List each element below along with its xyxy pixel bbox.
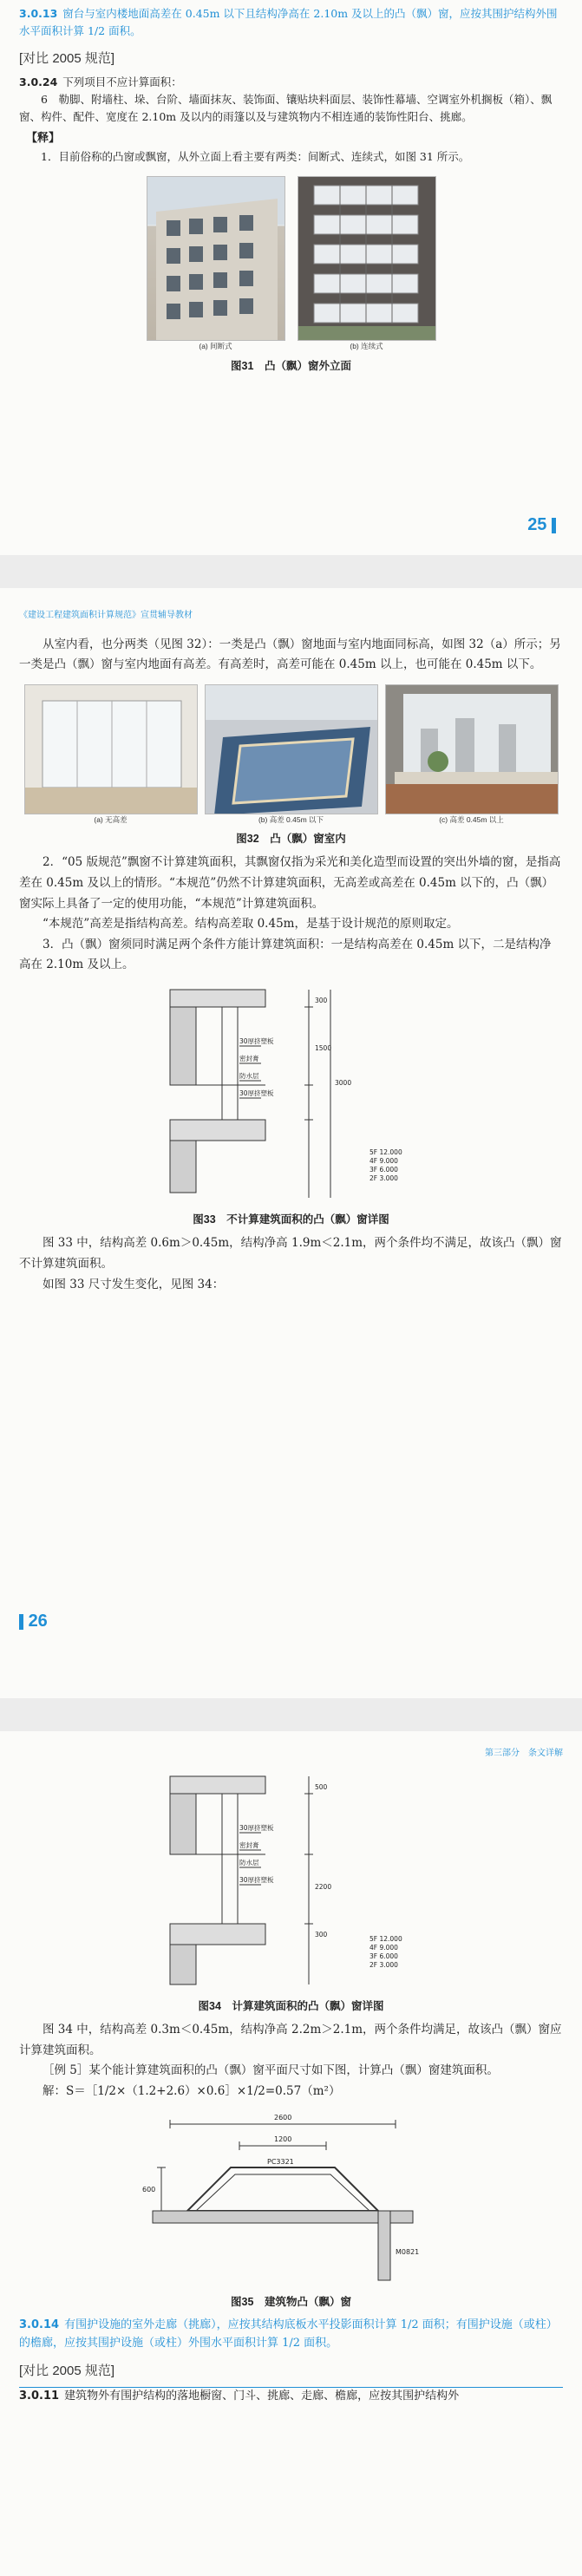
paragraph: 3．凸（飘）窗须同时满足两个条件方能计算建筑面积：一是结构高差在 0.45m 以下，二是结构净高在 2.10m 及以上。 [19, 937, 552, 972]
page-number [527, 512, 556, 539]
building-photo [147, 176, 285, 341]
clause-number: 3.0.11 [19, 2389, 60, 2403]
door-code: M0821 [395, 2248, 419, 2257]
page-number [19, 1608, 48, 1635]
clause-number: 3.0.14 [19, 2318, 60, 2331]
clause-item-6: 6 勒脚、附墙柱、垛、台阶、墙面抹灰、装饰面、镶贴块料面层、装饰性幕墙、空调室外机搁板（箱）、飘窗、构件、配件、宽度在 2.10m 及以内的雨篷以及与建筑物内不相连通的装饰性阳台、挑廊。 [19, 93, 553, 124]
clause-number: 3.0.13 [19, 7, 58, 20]
building-photo [298, 176, 436, 341]
bay-window-plan-drawing [135, 2107, 448, 2289]
label: 防水层 [239, 1858, 258, 1867]
detail-drawing-33 [19, 981, 563, 1206]
figure-caption: 图33 不计算建筑面积的凸（飘）窗详图 [193, 1213, 389, 1226]
photo-caption: (a) 间断式 [199, 342, 232, 351]
photo-row [19, 176, 563, 352]
bay-window-illustration [25, 685, 198, 814]
floor-label: 4F 9.000 [369, 1157, 398, 1166]
page-gap [0, 1698, 582, 1731]
paragraph: 2．“05 版规范”飘窗不计算建筑面积，其飘窗仅指为采光和美化造型而设置的突出外墙的窗，是指高差在 0.45m 及以上的情形。“本规范”仍然不计算建筑面积，无高差或高差在 0.45m 以下的，凸（飘）窗实际上具备了一定的使用功能，“本规范”计算建筑面积。 [19, 855, 561, 911]
label: 30厚挤塑板 [239, 1875, 274, 1884]
page-25 [0, 0, 582, 555]
figure-caption: 图32 凸（飘）窗室内 [236, 832, 346, 845]
photo-a [24, 684, 198, 826]
photo-a [147, 176, 285, 352]
floor-label: 4F 9.000 [369, 1943, 398, 1952]
paragraph: 图 33 中，结构高差 0.6m＞0.45m，结构净高 1.9m＜2.1m，两个条件均不满足，故该凸（飘）窗不计算建筑面积。 [19, 1236, 562, 1272]
photo-caption: (b) 高差 0.45m 以下 [258, 814, 324, 824]
dimension: 1500 [314, 1044, 331, 1053]
example: ［例 5］某个能计算建筑面积的凸（飘）窗平面尺寸如下图，计算凸（飘）窗建筑面积。 [43, 2063, 499, 2078]
compare-title: [对比 2005 规范] [19, 51, 115, 66]
dimension: 300 [314, 997, 327, 1005]
building-facade-illustration [147, 177, 285, 341]
label: 密封膏 [239, 1840, 258, 1849]
running-head: 第三部分 条文详解 [485, 1749, 563, 1758]
running-head: 《建设工程建筑面积计算规范》宣贯辅导教材 [19, 611, 193, 620]
clause-3-0-14 [19, 2317, 563, 2353]
paragraph: 1．目前俗称的凸窗或飘窗，从外立面上看主要有两类：间断式、连续式，如图 31 所示。 [41, 150, 470, 164]
photo-caption: (a) 无高差 [94, 814, 128, 824]
dimension: 2200 [314, 1882, 331, 1891]
dimension: 2600 [273, 2114, 291, 2122]
clause-3-0-11 [19, 2388, 563, 2406]
floor-label: 3F 6.000 [369, 1166, 398, 1174]
page-number-text: 26 [28, 1612, 48, 1631]
bay-window-detail-drawing [109, 981, 474, 1206]
page-number-text: 25 [527, 515, 547, 534]
interior-photo [385, 684, 559, 814]
interior-photo [205, 684, 378, 814]
label: 防水层 [239, 1072, 258, 1081]
clause-3-0-13 [19, 5, 563, 40]
clause-text: 下列项目不应计算面积： [62, 75, 182, 89]
page-marker-bar [552, 518, 556, 533]
floor-label: 2F 3.000 [369, 1960, 398, 1969]
bay-window-detail-drawing [109, 1768, 474, 1993]
page-gap [0, 555, 582, 588]
dimension: 500 [314, 1782, 327, 1791]
floor-label: 2F 3.000 [369, 1174, 398, 1183]
floor-label: 5F 12.000 [369, 1148, 402, 1157]
dimension: 600 [141, 2186, 155, 2194]
clause-3-0-24 [19, 74, 563, 91]
photo-row [19, 684, 563, 826]
raised-sill-illustration [386, 685, 559, 814]
floor-label: 5F 12.000 [369, 1934, 402, 1943]
explain-label: 【释】 [26, 131, 61, 145]
window-code: PC3321 [266, 2158, 294, 2167]
photo-caption: (c) 高差 0.45m 以上 [439, 814, 504, 824]
dimension: 300 [314, 1930, 327, 1939]
figure-caption: 图31 凸（飘）窗外立面 [231, 359, 351, 372]
page-marker-bar [19, 1614, 23, 1630]
clause-number: 3.0.24 [19, 75, 58, 89]
paragraph: 如图 33 尺寸发生变化，见图 34： [43, 1277, 225, 1291]
paragraph: “本规范”高差是指结构高差。结构高差取 0.45m，是基于设计规范的原则取定。 [43, 917, 459, 932]
photo-caption: (b) 连续式 [350, 342, 383, 351]
dimension: 1200 [273, 2135, 291, 2144]
paragraph: 从室内看，也分两类（见图 32）：一类是凸（飘）窗地面与室内地面同标高，如图 32（a）所示；另一类是凸（飘）窗与室内地面有高差。有高差时，高差可能在 0.45m 以上，也可能在 0.45m 以下。 [19, 637, 561, 672]
page-27 [0, 1731, 582, 2576]
building-facade-illustration [298, 177, 436, 341]
floor-label: 3F 6.000 [369, 1952, 398, 1960]
clause-text: 有围护设施的室外走廊（挑廊），应按其结构底板水平投影面积计算 1/2 面积；有围护设施（或柱）的檐廊，应按其围护设施（或柱）外围水平面积计算 1/2 面积。 [19, 2318, 558, 2350]
plan-drawing-35 [19, 2107, 563, 2289]
clause-text: 建筑物外有围护结构的落地橱窗、门斗、挑廊、走廊、檐廊，应按其围护结构外 [64, 2389, 460, 2403]
photo-c [385, 684, 559, 826]
photo-b [298, 176, 436, 352]
clause-text: 窗台与室内楼地面高差在 0.45m 以下且结构净高在 2.10m 及以上的凸（飘）窗，应按其围护结构外围水平面积计算 1/2 面积。 [19, 7, 558, 37]
detail-drawing-34 [19, 1768, 563, 1993]
label: 30厚挤塑板 [239, 1823, 274, 1832]
page-26 [0, 588, 582, 1698]
compare-title: [对比 2005 规范] [19, 2364, 115, 2379]
interior-photo [24, 684, 198, 814]
dimension: 3000 [334, 1079, 351, 1088]
label: 30厚挤塑板 [239, 1089, 274, 1098]
figure-caption: 图34 计算建筑面积的凸（飘）窗详图 [198, 1999, 384, 2012]
window-sill-illustration [206, 685, 378, 814]
label: 密封膏 [239, 1055, 258, 1063]
photo-b [205, 684, 378, 826]
solution: 解：S＝［1/2×（1.2+2.6）×0.6］×1/2=0.57（m²） [43, 2083, 341, 2098]
paragraph: 图 34 中，结构高差 0.3m＜0.45m，结构净高 2.2m＞2.1m，两个条件均满足，故该凸（飘）窗应计算建筑面积。 [19, 2022, 562, 2057]
label: 30厚挤塑板 [239, 1037, 274, 1046]
figure-caption: 图35 建筑物凸（飘）窗 [231, 2296, 351, 2309]
